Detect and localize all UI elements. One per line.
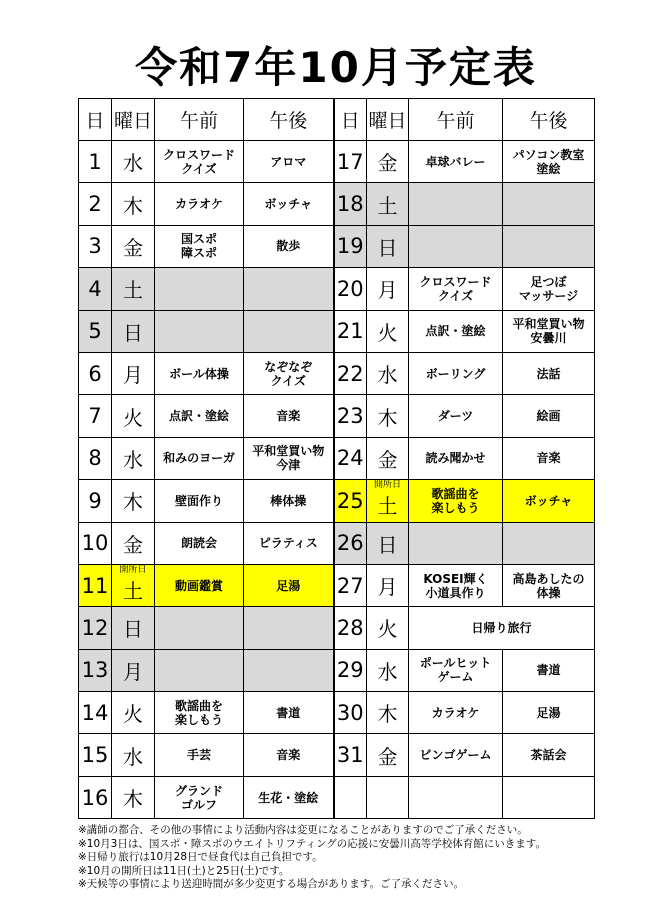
schedule-row <box>79 437 595 479</box>
weekday-label: 土 <box>123 278 143 303</box>
day-number <box>334 776 367 818</box>
weekday <box>367 437 409 479</box>
activity-am: 歌謡曲を 楽しもう <box>409 480 503 522</box>
day-number: 11 <box>79 564 112 606</box>
weekday-label: 木 <box>377 405 398 430</box>
weekday <box>112 225 155 267</box>
activity-am: 点訳・塗絵 <box>409 310 503 352</box>
schedule-row <box>79 522 595 564</box>
day-number: 31 <box>334 734 367 776</box>
weekday <box>112 564 155 606</box>
header-row <box>79 99 595 141</box>
activity-am: 点訳・塗絵 <box>155 395 244 437</box>
activity-pm <box>244 649 334 691</box>
day-number: 21 <box>334 310 367 352</box>
activity-pm: 平和堂買い物 今津 <box>244 437 334 479</box>
day-number: 30 <box>334 692 367 734</box>
activity-pm <box>503 522 595 564</box>
weekday-label: 木 <box>123 193 143 218</box>
weekday-label: 日 <box>377 532 398 557</box>
day-number: 28 <box>334 607 367 649</box>
activity-pm: 法話 <box>503 352 595 394</box>
weekday-label: 金 <box>123 532 143 557</box>
day-number: 10 <box>79 522 112 564</box>
activity-pm: 足湯 <box>503 692 595 734</box>
day-number: 3 <box>79 225 112 267</box>
activity-pm: 音楽 <box>503 437 595 479</box>
weekday <box>112 310 155 352</box>
weekday <box>367 310 409 352</box>
activity-pm: 音楽 <box>244 734 334 776</box>
header-pm-right: 午後 <box>503 99 595 141</box>
activity-am: ビンゴゲーム <box>409 734 503 776</box>
schedule-row <box>79 480 595 522</box>
weekday-label: 火 <box>377 617 398 642</box>
activity-pm <box>244 310 334 352</box>
weekday <box>112 734 155 776</box>
activity-pm: 書道 <box>244 692 334 734</box>
activity-am: 国スポ 障スポ <box>155 225 244 267</box>
schedule-row <box>79 310 595 352</box>
activity-pm: 平和堂買い物 安曇川 <box>503 310 595 352</box>
weekday-label: 土 <box>123 579 143 604</box>
schedule-row <box>79 776 595 818</box>
weekday-label: 月 <box>123 363 143 388</box>
header-day-right: 日 <box>334 99 367 141</box>
activity-am <box>155 310 244 352</box>
activity-am: 動画鑑賞 <box>155 564 244 606</box>
activity-am <box>409 522 503 564</box>
weekday-label: 日 <box>123 617 143 642</box>
weekday-label: 火 <box>123 405 143 430</box>
day-number: 25 <box>334 480 367 522</box>
weekday <box>367 564 409 606</box>
activity-pm: ボッチャ <box>244 183 334 225</box>
weekday-label: 日 <box>377 235 398 260</box>
note-line: ※天候等の事情により送迎時間が多少変更する場合があります。ご了承ください。 <box>78 878 464 890</box>
activity-pm: 棒体操 <box>244 480 334 522</box>
activity-pm: アロマ <box>244 141 334 183</box>
weekday <box>112 522 155 564</box>
activity-am: ボーリング <box>409 352 503 394</box>
weekday <box>112 141 155 183</box>
day-number: 14 <box>79 692 112 734</box>
schedule-row <box>79 225 595 267</box>
weekday <box>367 141 409 183</box>
weekday <box>112 437 155 479</box>
note-line: ※10月3日は、国スポ・障スポのウエイトリフティングの応援に安曇川高等学校体育館にいきます。 <box>78 837 546 850</box>
day-number: 20 <box>334 268 367 310</box>
weekday <box>367 352 409 394</box>
schedule-row <box>79 734 595 776</box>
activity-am: 朗読会 <box>155 522 244 564</box>
activity-pm: 高島あしたの 体操 <box>503 564 595 606</box>
activity-pm <box>503 225 595 267</box>
schedule-row <box>79 395 595 437</box>
weekday <box>367 734 409 776</box>
weekday <box>367 268 409 310</box>
schedule-row <box>79 564 595 606</box>
schedule-row <box>79 183 595 225</box>
weekday-label: 月 <box>377 278 398 303</box>
weekday <box>112 183 155 225</box>
weekday-label: 金 <box>377 447 398 472</box>
schedule-row <box>79 268 595 310</box>
weekday-label: 水 <box>123 151 143 176</box>
activity-am: カラオケ <box>155 183 244 225</box>
weekday-label: 金 <box>377 744 398 769</box>
weekday-label: 土 <box>377 494 398 519</box>
activity-am: 手芸 <box>155 734 244 776</box>
activity-am: クロスワード クイズ <box>409 268 503 310</box>
schedule-row <box>79 692 595 734</box>
open-day-label: 開所日 <box>119 564 147 575</box>
activity-pm: 音楽 <box>244 395 334 437</box>
day-number: 16 <box>79 776 112 818</box>
page-title: 令和7年10月予定表 <box>135 43 537 92</box>
activity-pm <box>503 776 595 818</box>
activity-pm: ピラティス <box>244 522 334 564</box>
weekday <box>112 268 155 310</box>
day-number: 13 <box>79 649 112 691</box>
activity-am: 和みのヨーガ <box>155 437 244 479</box>
weekday <box>112 692 155 734</box>
activity-pm: なぞなぞ クイズ <box>244 352 334 394</box>
weekday <box>112 776 155 818</box>
day-number: 23 <box>334 395 367 437</box>
schedule-table <box>78 98 595 819</box>
day-number: 19 <box>334 225 367 267</box>
activity-pm: 足つぼ マッサージ <box>503 268 595 310</box>
activity-am <box>155 607 244 649</box>
header-am-left: 午前 <box>155 99 244 141</box>
weekday <box>112 352 155 394</box>
activity-pm <box>244 268 334 310</box>
weekday-label: 水 <box>377 363 398 388</box>
weekday-label: 木 <box>377 702 398 727</box>
weekday <box>112 480 155 522</box>
weekday-label: 水 <box>123 744 143 769</box>
activity-pm: 書道 <box>503 649 595 691</box>
day-number: 29 <box>334 649 367 691</box>
activity-pm: 絵画 <box>503 395 595 437</box>
header-am-right: 午前 <box>409 99 503 141</box>
activity-am: 壁面作り <box>155 480 244 522</box>
notes <box>78 824 658 892</box>
header-weekday-left: 曜日 <box>112 99 155 141</box>
day-number: 6 <box>79 352 112 394</box>
activity-am <box>409 225 503 267</box>
weekday <box>367 692 409 734</box>
weekday <box>367 649 409 691</box>
day-number: 4 <box>79 268 112 310</box>
schedule-row <box>79 141 595 183</box>
activity-am <box>155 649 244 691</box>
open-day-label: 開所日 <box>373 480 401 491</box>
note-line: ※10月の開所日は11日(土)と25日(土)です。 <box>78 864 290 877</box>
weekday-label: 水 <box>123 447 143 472</box>
note-line: ※講師の都合、その他の事情により活動内容は変更になることがありますのでご了承ください。 <box>78 824 528 836</box>
day-number: 1 <box>79 141 112 183</box>
activity-pm <box>503 183 595 225</box>
activity-pm: パソコン教室 塗絵 <box>503 141 595 183</box>
weekday-label: 月 <box>377 575 398 600</box>
day-number: 22 <box>334 352 367 394</box>
activity-am: 卓球バレー <box>409 141 503 183</box>
weekday <box>367 183 409 225</box>
weekday-label: 月 <box>123 659 143 684</box>
header-day-left: 日 <box>79 99 112 141</box>
day-number: 9 <box>79 480 112 522</box>
weekday-label: 金 <box>377 151 398 176</box>
weekday <box>112 649 155 691</box>
header-pm-left: 午後 <box>244 99 334 141</box>
activity-pm: 生花・塗絵 <box>244 776 334 818</box>
activity-am: ボール体操 <box>155 352 244 394</box>
weekday-label: 木 <box>123 490 143 515</box>
activity-am: KOSEI輝く 小道具作り <box>409 564 503 606</box>
weekday-label: 土 <box>377 193 398 218</box>
header-weekday-right: 曜日 <box>367 99 409 141</box>
activity-pm: 散歩 <box>244 225 334 267</box>
activity-am: グランド ゴルフ <box>155 776 244 818</box>
activity-am: カラオケ <box>409 692 503 734</box>
activity-am <box>409 183 503 225</box>
weekday-label: 木 <box>123 787 143 812</box>
activity-pm: 茶話会 <box>503 734 595 776</box>
day-number: 2 <box>79 183 112 225</box>
day-number: 18 <box>334 183 367 225</box>
schedule-row <box>79 607 595 649</box>
activity-am: ポールヒット ゲーム <box>409 649 503 691</box>
activity-am <box>155 268 244 310</box>
weekday <box>367 776 409 818</box>
note-line: ※日帰り旅行は10月28日で昼食代は自己負担です。 <box>78 851 323 863</box>
weekday-label: 水 <box>377 659 398 684</box>
weekday <box>367 395 409 437</box>
day-number: 7 <box>79 395 112 437</box>
activity-am: クロスワード クイズ <box>155 141 244 183</box>
activity-all-day: 日帰り旅行 <box>409 607 595 649</box>
weekday <box>112 607 155 649</box>
schedule-row <box>79 352 595 394</box>
day-number: 24 <box>334 437 367 479</box>
activity-pm: 足湯 <box>244 564 334 606</box>
day-number: 8 <box>79 437 112 479</box>
day-number: 17 <box>334 141 367 183</box>
activity-am: ダーツ <box>409 395 503 437</box>
day-number: 15 <box>79 734 112 776</box>
day-number: 27 <box>334 564 367 606</box>
weekday-label: 火 <box>123 702 143 727</box>
weekday <box>367 522 409 564</box>
activity-am <box>409 776 503 818</box>
weekday <box>367 225 409 267</box>
weekday <box>367 607 409 649</box>
weekday <box>367 480 409 522</box>
weekday-label: 火 <box>377 320 398 345</box>
day-number: 5 <box>79 310 112 352</box>
schedule-row <box>79 649 595 691</box>
activity-pm: ボッチャ <box>503 480 595 522</box>
activity-am: 読み聞かせ <box>409 437 503 479</box>
day-number: 12 <box>79 607 112 649</box>
weekday-label: 日 <box>123 320 143 345</box>
day-number: 26 <box>334 522 367 564</box>
weekday-label: 金 <box>123 235 143 260</box>
weekday <box>112 395 155 437</box>
activity-am: 歌謡曲を 楽しもう <box>155 692 244 734</box>
activity-pm <box>244 607 334 649</box>
